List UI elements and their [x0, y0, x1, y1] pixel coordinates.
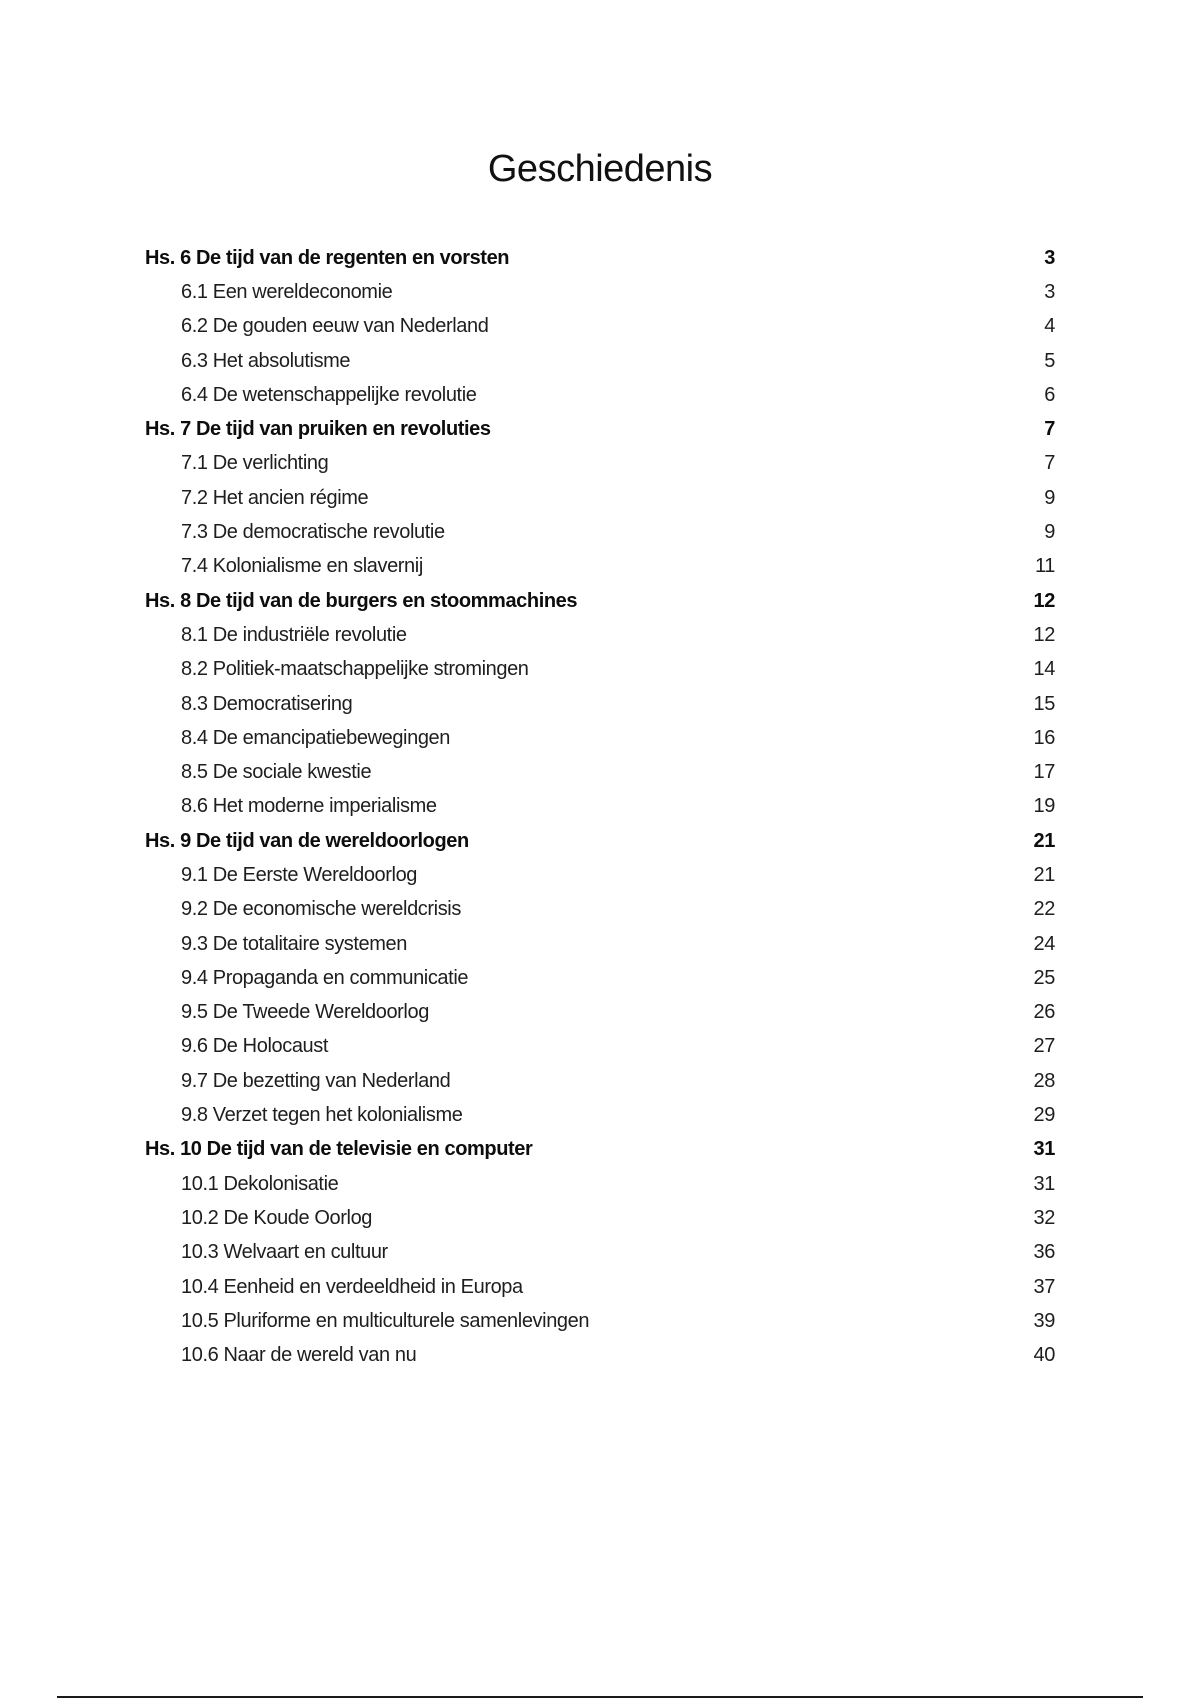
section-title: 9.6 De Holocaust	[181, 1035, 329, 1058]
toc-section-entry[interactable]	[145, 550, 1055, 584]
toc-section-entry[interactable]	[145, 378, 1055, 412]
section-title: 8.1 De industriële revolutie	[181, 623, 407, 646]
chapter-title: Hs. 10 De tijd van de televisie en computer	[145, 1138, 533, 1161]
page-number: 7	[1044, 452, 1055, 475]
toc-section-entry[interactable]	[145, 1201, 1055, 1235]
section-title: 9.2 De economische wereldcrisis	[181, 898, 461, 921]
chapter-title: Hs. 8 De tijd van de burgers en stoommachines	[145, 589, 578, 612]
page-number: 32	[1033, 1206, 1055, 1229]
section-title: 10.1 Dekolonisatie	[181, 1172, 339, 1195]
page-number: 14	[1033, 658, 1055, 681]
toc-chapter-entry[interactable]	[145, 584, 1055, 618]
page-number: 39	[1033, 1309, 1055, 1332]
page-number: 37	[1033, 1275, 1055, 1298]
footer-divider	[57, 1696, 1143, 1698]
page-number: 36	[1033, 1241, 1055, 1264]
section-title: 9.7 De bezetting van Nederland	[181, 1069, 451, 1092]
toc-chapter-entry[interactable]	[145, 412, 1055, 446]
page-number: 3	[1044, 280, 1055, 303]
section-title: 10.4 Eenheid en verdeeldheid in Europa	[181, 1275, 523, 1298]
toc-section-entry[interactable]	[145, 1270, 1055, 1304]
toc-section-entry[interactable]	[145, 515, 1055, 549]
section-title: 6.1 Een wereldeconomie	[181, 280, 393, 303]
section-title: 8.6 Het moderne imperialisme	[181, 795, 437, 818]
page-number: 29	[1033, 1104, 1055, 1127]
chapter-title: Hs. 9 De tijd van de wereldoorlogen	[145, 829, 469, 852]
section-title: 6.3 Het absolutisme	[181, 349, 351, 372]
page-number: 5	[1044, 349, 1055, 372]
table-of-contents	[145, 241, 1055, 1373]
page-number: 12	[1033, 589, 1055, 612]
chapter-title: Hs. 7 De tijd van pruiken en revoluties	[145, 418, 491, 441]
page-number: 11	[1035, 555, 1055, 578]
toc-section-entry[interactable]	[145, 618, 1055, 652]
toc-section-entry[interactable]	[145, 927, 1055, 961]
section-title: 10.2 De Koude Oorlog	[181, 1206, 373, 1229]
section-title: 8.3 Democratisering	[181, 692, 353, 715]
toc-section-entry[interactable]	[145, 481, 1055, 515]
toc-section-entry[interactable]	[145, 1236, 1055, 1270]
section-title: 9.4 Propaganda en communicatie	[181, 966, 469, 989]
page-number: 28	[1033, 1069, 1055, 1092]
page-number: 25	[1033, 966, 1055, 989]
section-title: 7.4 Kolonialisme en slavernij	[181, 555, 423, 578]
toc-section-entry[interactable]	[145, 1098, 1055, 1132]
toc-section-entry[interactable]	[145, 447, 1055, 481]
chapter-title: Hs. 6 De tijd van de regenten en vorsten	[145, 246, 510, 269]
page-number: 9	[1044, 486, 1055, 509]
page-number: 16	[1033, 726, 1055, 749]
toc-chapter-entry[interactable]	[145, 824, 1055, 858]
toc-chapter-entry[interactable]	[145, 241, 1055, 275]
toc-section-entry[interactable]	[145, 1339, 1055, 1373]
toc-section-entry[interactable]	[145, 653, 1055, 687]
toc-section-entry[interactable]	[145, 1030, 1055, 1064]
toc-section-entry[interactable]	[145, 275, 1055, 309]
page-number: 21	[1033, 829, 1055, 852]
section-title: 10.5 Pluriforme en multiculturele samenlevingen	[181, 1309, 590, 1332]
toc-section-entry[interactable]	[145, 996, 1055, 1030]
section-title: 7.1 De verlichting	[181, 452, 329, 475]
toc-section-entry[interactable]	[145, 1304, 1055, 1338]
page-number: 31	[1033, 1138, 1055, 1161]
page-number: 15	[1033, 692, 1055, 715]
toc-section-entry[interactable]	[145, 310, 1055, 344]
toc-section-entry[interactable]	[145, 961, 1055, 995]
page-number: 22	[1033, 898, 1055, 921]
section-title: 6.4 De wetenschappelijke revolutie	[181, 383, 477, 406]
toc-section-entry[interactable]	[145, 755, 1055, 789]
page-number: 27	[1033, 1035, 1055, 1058]
page-number: 6	[1044, 383, 1055, 406]
page-title: Geschiedenis	[487, 148, 713, 190]
section-title: 8.5 De sociale kwestie	[181, 761, 372, 784]
page-number: 12	[1033, 623, 1055, 646]
page-number: 7	[1044, 418, 1055, 441]
section-title: 7.3 De democratische revolutie	[181, 521, 445, 544]
page-number: 17	[1033, 761, 1055, 784]
page-number: 40	[1033, 1344, 1055, 1367]
section-title: 10.3 Welvaart en cultuur	[181, 1241, 388, 1264]
section-title: 9.3 De totalitaire systemen	[181, 932, 407, 955]
toc-section-entry[interactable]	[145, 1064, 1055, 1098]
section-title: 6.2 De gouden eeuw van Nederland	[181, 315, 489, 338]
toc-section-entry[interactable]	[145, 344, 1055, 378]
page-number: 31	[1033, 1172, 1055, 1195]
page-number: 19	[1033, 795, 1055, 818]
toc-section-entry[interactable]	[145, 790, 1055, 824]
toc-section-entry[interactable]	[145, 721, 1055, 755]
page-number: 21	[1033, 863, 1055, 886]
section-title: 10.6 Naar de wereld van nu	[181, 1344, 417, 1367]
section-title: 8.2 Politiek-maatschappelijke stromingen	[181, 658, 529, 681]
toc-section-entry[interactable]	[145, 893, 1055, 927]
toc-section-entry[interactable]	[145, 1167, 1055, 1201]
section-title: 8.4 De emancipatiebewegingen	[181, 726, 450, 749]
section-title: 9.5 De Tweede Wereldoorlog	[181, 1001, 429, 1024]
toc-chapter-entry[interactable]	[145, 1133, 1055, 1167]
section-title: 9.1 De Eerste Wereldoorlog	[181, 863, 418, 886]
toc-section-entry[interactable]	[145, 858, 1055, 892]
page-number: 3	[1044, 246, 1055, 269]
toc-section-entry[interactable]	[145, 687, 1055, 721]
page-number: 26	[1033, 1001, 1055, 1024]
page-number: 9	[1044, 521, 1055, 544]
page-number: 4	[1044, 315, 1055, 338]
section-title: 7.2 Het ancien régime	[181, 486, 369, 509]
section-title: 9.8 Verzet tegen het kolonialisme	[181, 1104, 463, 1127]
page-number: 24	[1033, 932, 1055, 955]
